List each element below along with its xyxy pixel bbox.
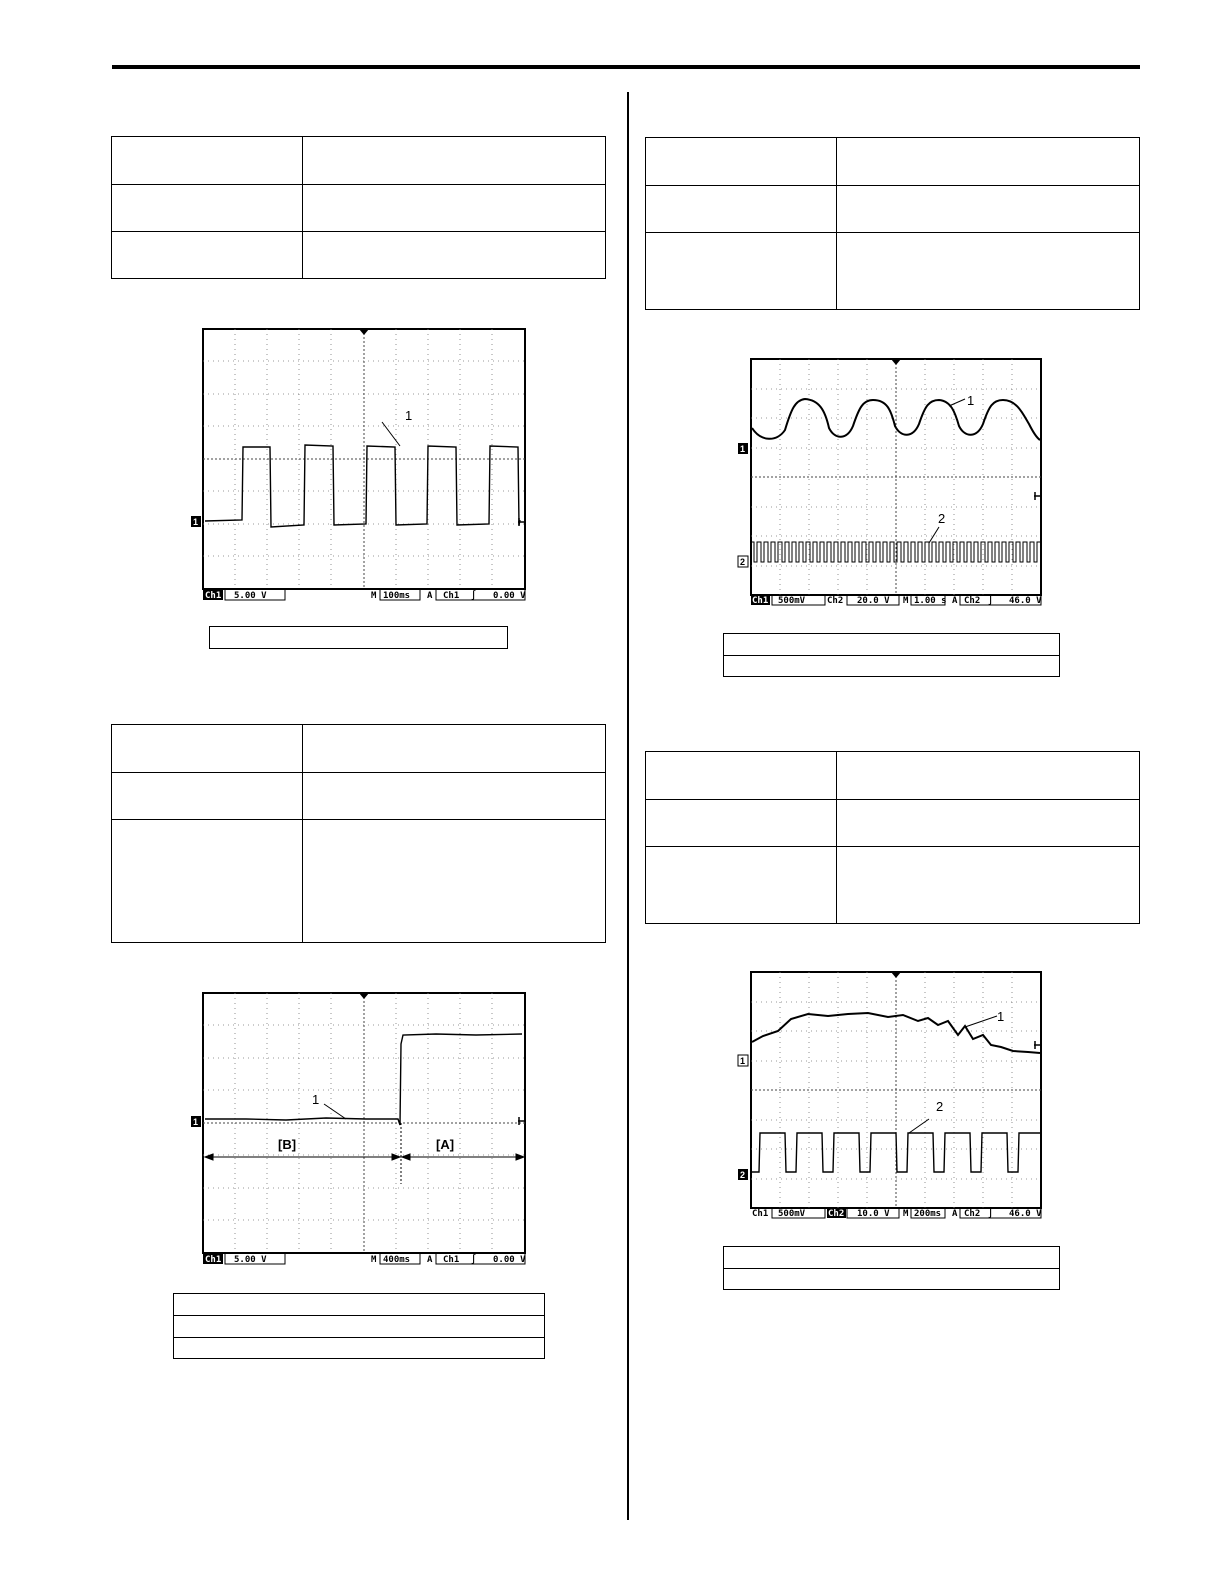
figure-caption-box-3 bbox=[723, 633, 1060, 677]
section-a-label: [A] bbox=[436, 1137, 455, 1152]
table-cell bbox=[303, 137, 606, 185]
table-cell bbox=[112, 232, 303, 279]
ch1-volts-per-div: 500mV bbox=[778, 1209, 806, 1219]
spec-table-4 bbox=[645, 751, 1140, 924]
waveform-marker-2: 2 bbox=[936, 1099, 944, 1114]
acquire-label: A bbox=[427, 591, 433, 601]
channel-2-ground-label: 2 bbox=[740, 1170, 746, 1180]
channel-label: Ch1 bbox=[205, 591, 222, 601]
time-per-div: 1.00 s bbox=[914, 596, 947, 606]
scope-status-bar bbox=[752, 1208, 1042, 1219]
ch2-volts-per-div: 10.0 V bbox=[857, 1209, 890, 1219]
table-cell bbox=[112, 773, 303, 820]
table-cell bbox=[112, 725, 303, 773]
timebase-label: M bbox=[903, 1209, 909, 1219]
table-cell bbox=[112, 137, 303, 185]
acquire-label: A bbox=[427, 1255, 433, 1265]
figure-caption-box-1 bbox=[209, 626, 508, 649]
table-cell bbox=[303, 232, 606, 279]
table-cell bbox=[837, 233, 1140, 310]
channel-2-label: Ch2 bbox=[828, 1209, 845, 1219]
trigger-slope-icon: ∫ bbox=[471, 1255, 477, 1265]
timebase-label: M bbox=[371, 1255, 377, 1265]
trigger-slope-icon: ∫ bbox=[988, 596, 994, 606]
waveform-marker-1: 1 bbox=[405, 408, 413, 423]
table-cell bbox=[837, 186, 1140, 233]
ch2-volts-per-div: 20.0 V bbox=[857, 596, 890, 606]
acquire-label: A bbox=[952, 1209, 958, 1219]
trigger-slope-icon: ∫ bbox=[988, 1209, 994, 1219]
trigger-source: Ch1 bbox=[443, 591, 460, 601]
channel-1-ground-label: 1 bbox=[193, 517, 199, 527]
oscilloscope-waveform-1 bbox=[186, 320, 531, 605]
channel-1-ground-label: 1 bbox=[193, 1117, 199, 1127]
trigger-source: Ch2 bbox=[964, 596, 981, 606]
table-cell bbox=[303, 820, 606, 943]
channel-label: Ch1 bbox=[205, 1255, 222, 1265]
column-divider bbox=[627, 92, 629, 1520]
trigger-slope-icon: ∫ bbox=[471, 591, 477, 601]
section-b-label: [B] bbox=[278, 1137, 297, 1152]
header-rule bbox=[112, 65, 1140, 69]
oscilloscope-waveform-3 bbox=[733, 350, 1053, 612]
trigger-level: 0.00 V bbox=[493, 1255, 526, 1265]
waveform-marker-1: 1 bbox=[967, 393, 975, 408]
channel-1-label: Ch1 bbox=[752, 596, 769, 606]
figure-caption-box-4 bbox=[723, 1246, 1060, 1290]
channel-2-label: Ch2 bbox=[827, 596, 844, 606]
waveform-marker-2: 2 bbox=[938, 511, 946, 526]
table-cell bbox=[646, 847, 837, 924]
timebase-label: M bbox=[903, 596, 909, 606]
volts-per-div: 5.00 V bbox=[234, 591, 267, 601]
table-cell bbox=[112, 820, 303, 943]
table-cell bbox=[646, 752, 837, 800]
time-per-div: 100ms bbox=[383, 591, 411, 601]
oscilloscope-waveform-2 bbox=[186, 984, 531, 1269]
table-cell bbox=[303, 185, 606, 232]
table-cell bbox=[303, 725, 606, 773]
timebase-label: M bbox=[371, 591, 377, 601]
channel-1-ground-label: 1 bbox=[740, 444, 746, 454]
table-cell bbox=[646, 233, 837, 310]
scope-status-bar bbox=[203, 589, 526, 601]
table-cell bbox=[837, 847, 1140, 924]
volts-per-div: 5.00 V bbox=[234, 1255, 267, 1265]
acquire-label: A bbox=[952, 596, 958, 606]
table-cell bbox=[646, 186, 837, 233]
channel-1-label: Ch1 bbox=[752, 1209, 769, 1219]
waveform-marker-1: 1 bbox=[312, 1092, 320, 1107]
table-cell bbox=[112, 185, 303, 232]
table-cell bbox=[837, 800, 1140, 847]
trigger-source: Ch1 bbox=[443, 1255, 460, 1265]
spec-table-3 bbox=[645, 137, 1140, 310]
trigger-level: 0.00 V bbox=[493, 591, 526, 601]
channel-2-ground-label: 2 bbox=[740, 557, 746, 567]
table-cell bbox=[837, 138, 1140, 186]
spec-table-2 bbox=[111, 724, 606, 943]
ch1-volts-per-div: 500mV bbox=[778, 596, 806, 606]
table-cell bbox=[646, 800, 837, 847]
table-cell bbox=[646, 138, 837, 186]
table-cell bbox=[837, 752, 1140, 800]
scope-status-bar bbox=[203, 1253, 526, 1265]
scope-status-bar bbox=[751, 595, 1042, 606]
waveform-marker-1: 1 bbox=[997, 1009, 1005, 1024]
figure-caption-box-2 bbox=[173, 1293, 545, 1359]
spec-table-1 bbox=[111, 136, 606, 279]
time-per-div: 200ms bbox=[914, 1209, 942, 1219]
trigger-source: Ch2 bbox=[964, 1209, 981, 1219]
trigger-level: 46.0 V bbox=[1009, 596, 1042, 606]
oscilloscope-waveform-4 bbox=[733, 963, 1053, 1225]
trigger-level: 46.0 V bbox=[1009, 1209, 1042, 1219]
channel-1-ground-label: 1 bbox=[740, 1056, 746, 1066]
table-cell bbox=[303, 773, 606, 820]
time-per-div: 400ms bbox=[383, 1255, 411, 1265]
